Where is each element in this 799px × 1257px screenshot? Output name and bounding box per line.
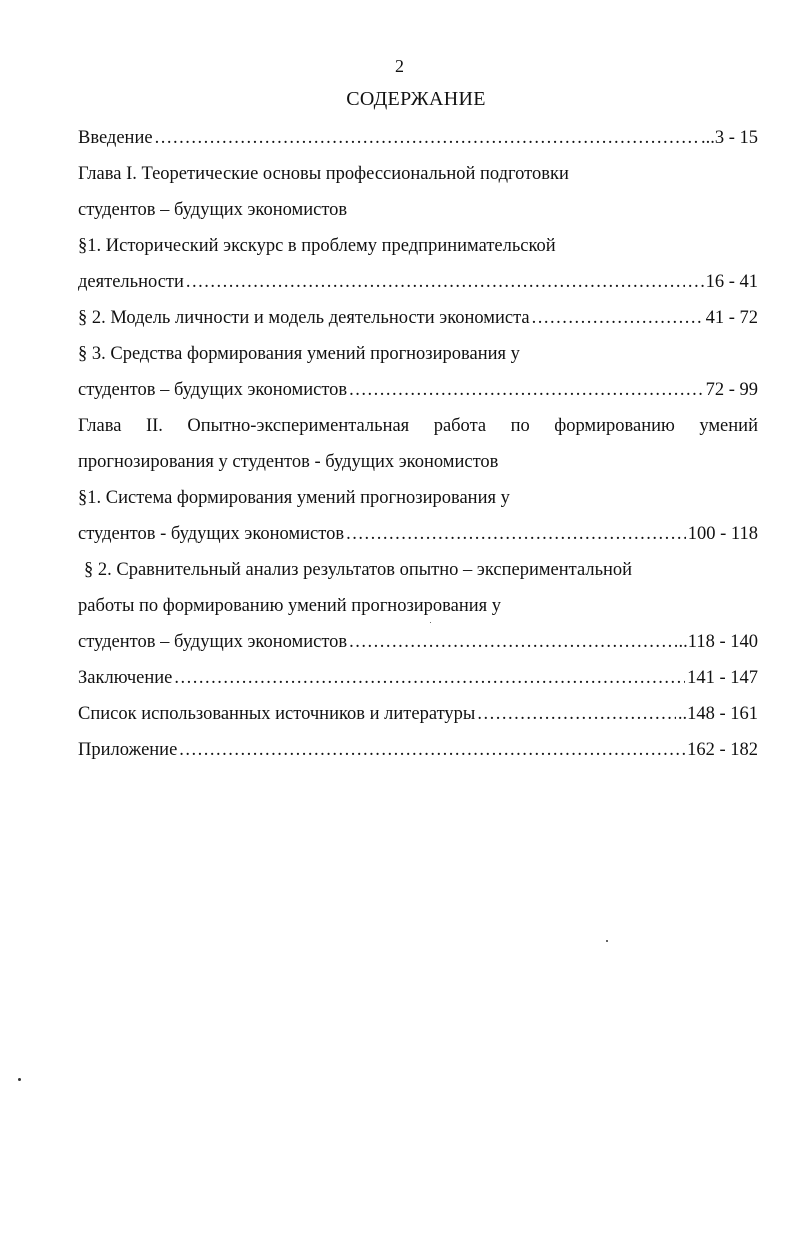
toc-entry-introduction: [78, 120, 758, 156]
dot-leader: [346, 516, 686, 552]
toc-entry-pages: 162 - 182: [687, 740, 758, 760]
toc-entry-section-2-2-line-1: § 2. Сравнительный анализ результатов опытно – экспериментальной: [84, 560, 633, 580]
toc-entry-section-2-1-line-2: [78, 516, 758, 552]
toc-entry-section-1-1-line-1: §1. Исторический экскурс в проблему предпринимательской: [78, 236, 556, 256]
toc-entry-section-2-2-line-3: [78, 624, 758, 660]
toc-entry-section-1-1-line-2: [78, 264, 758, 300]
toc-word: работа: [433, 416, 487, 436]
toc-entry-pages: ..148 - 161: [677, 704, 758, 724]
toc-entry-pages: 72 - 99: [705, 380, 758, 400]
dot-leader: [186, 264, 685, 300]
toc-entry-pages: …16 - 41: [687, 272, 758, 292]
toc-entry-appendix: [78, 732, 758, 768]
toc-entry-text: деятельности: [78, 272, 184, 292]
toc-entry-text: Список использованных источников и литературы: [78, 704, 476, 724]
dot-leader: [532, 300, 704, 336]
toc-entry-text: Приложение: [78, 740, 178, 760]
toc-entry-chapter-2-line-2: прогнозирования у студентов - будущих экономистов: [78, 452, 499, 472]
toc-word: по: [510, 416, 530, 436]
toc-entry-chapter-1-line-1: Глава I. Теоретические основы профессиональной подготовки: [78, 164, 569, 184]
dot-leader: [477, 696, 675, 732]
toc-entry-section-2-1-line-1: §1. Система формирования умений прогнозирования у: [78, 488, 510, 508]
toc-word: II.: [145, 416, 163, 436]
toc-entry-section-2-2-line-2: работы по формированию умений прогнозирования у: [78, 596, 502, 616]
toc-entry-section-1-3-line-2: [78, 372, 758, 408]
scan-speck: [18, 1078, 21, 1081]
toc-entry-chapter-1-line-2: студентов – будущих экономистов: [78, 200, 348, 220]
toc-word: умений: [699, 416, 758, 436]
dot-leader: [179, 732, 685, 768]
toc-title: СОДЕРЖАНИЕ: [346, 88, 486, 110]
toc-entry-text: Заключение: [78, 668, 173, 688]
toc-entry-pages: ..118 - 140: [678, 632, 758, 652]
toc-entry-section-1-2: [78, 300, 758, 336]
toc-entry-text: студентов – будущих экономистов: [78, 632, 348, 652]
toc-entry-chapter-2-line-1: [78, 408, 758, 444]
toc-entry-text: § 2. Модель личности и модель деятельности экономиста: [78, 308, 530, 328]
toc-entry-text: студентов – будущих экономистов: [78, 380, 348, 400]
toc-entry-bibliography: [78, 696, 758, 732]
toc-entry-text: студентов - будущих экономистов: [78, 524, 345, 544]
dot-leader: [349, 624, 676, 660]
toc-entry-conclusion: [78, 660, 758, 696]
toc-entry-pages: 141 - 147: [687, 668, 758, 688]
page-number: 2: [395, 56, 404, 76]
scan-speck: [606, 940, 608, 942]
toc-word: формированию: [554, 416, 675, 436]
toc-word: Опытно-экспериментальная: [187, 416, 410, 436]
toc-entry-section-1-3-line-1: § 3. Средства формирования умений прогнозирования у: [78, 344, 520, 364]
scan-speck: [430, 622, 431, 623]
toc-entry-text: Введение: [78, 128, 153, 148]
table-of-contents: [78, 120, 758, 768]
dot-leader: [174, 660, 685, 696]
toc-word: Глава: [78, 416, 122, 436]
toc-entry-pages: 100 - 118: [687, 524, 758, 544]
dot-leader: [155, 120, 699, 156]
toc-entry-pages: 41 - 72: [705, 308, 758, 328]
dot-leader: [349, 372, 703, 408]
toc-entry-pages: ...3 - 15: [700, 128, 758, 148]
